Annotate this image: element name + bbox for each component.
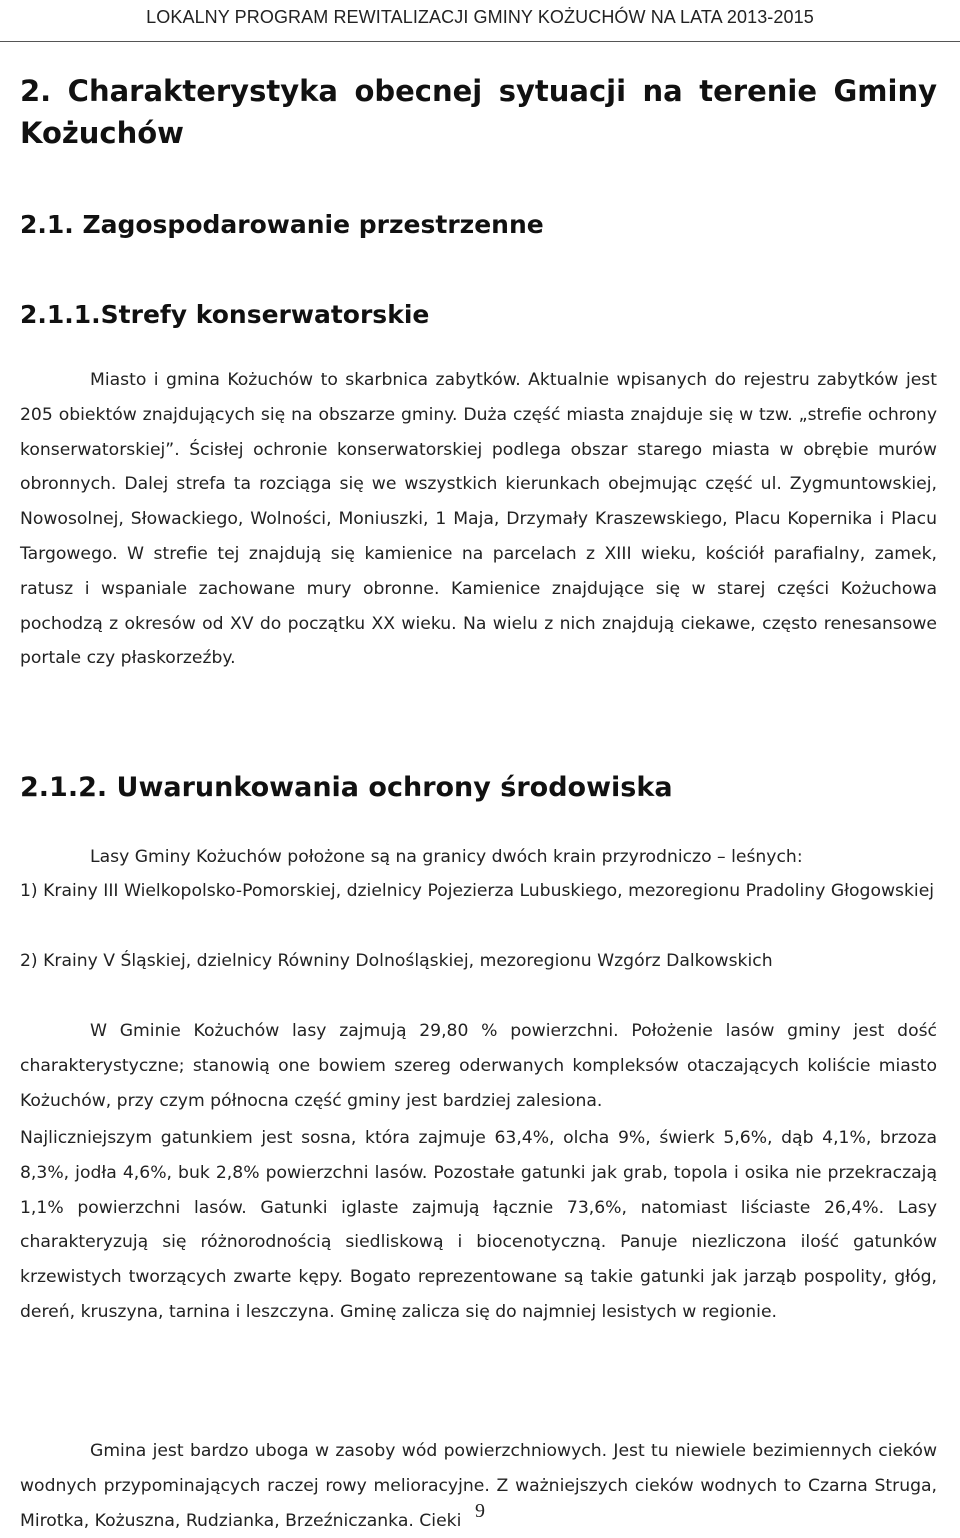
section-title: 2. Charakterystyka obecnej sytuacji na terenie Gminy Kożuchów [20, 74, 937, 150]
forest-coverage-paragraph: W Gminie Kożuchów lasy zajmują 29,80 % powierzchni. Położenie lasów gminy jest dość charakterystyczne; stanowią one bowiem szereg oderwanych kompleksów otaczających koliście miasto Kożuchów, przy czym północna część gminy jest bardziej zalesiona. [20, 1021, 937, 1111]
water-paragraph: Gmina jest bardzo uboga w zasoby wód powierzchniowych. Jest tu niewiele bezimiennych cieków wodnych przypominających raczej rowy melioracyjne. Z ważniejszych cieków wodnych to Czarna Struga, Mirotka, Kożuszna, Rudzianka, Brzeźniczanka. Cieki [20, 1441, 937, 1531]
sub2-title: 2.1.2. Uwarunkowania ochrony środowiska [20, 772, 673, 803]
sub1-title: 2.1.1.Strefy konserwatorskie [20, 300, 430, 329]
sub1-paragraph: Miasto i gmina Kożuchów to skarbnica zabytków. Aktualnie wpisanych do rejestru zabytków jest 205 obiektów znajdujących się na obszarze gminy. Duża część miasta znajduje się w tzw. „strefie ochrony konserwatorskiej”. Ścisłej ochronie konserwatorskiej podlega obszar starego miasta w obrębie murów obronnych. Dalej strefa ta rozciąga się we wszystkich kierunkach obejmując część ul. Zygmuntowskiej, Nowosolnej, Słowackiego, Wolności, Moniuszki, 1 Maja, Drzymały Kraszewskiego, Placu Kopernika i Placu Targowego. W strefie tej znajdują się kamienice na parcelach z XIII wieku, kościół parafialny, zamek, ratusz i wspaniale zachowane mury obronne. Kamienice znajdujące się w starej części Kożuchowa pochodzą z okresów od XV do początku XX wieku. Na wielu z nich znajdują ciekawe, często renesansowe portale czy płaskorzeźby. [20, 370, 937, 669]
running-header: LOKALNY PROGRAM REWITALIZACJI GMINY KOŻUCHÓW NA LATA 2013-2015 [146, 7, 814, 27]
species-paragraph: Najliczniejszym gatunkiem jest sosna, która zajmuje 63,4%, olcha 9%, świerk 5,6%, dąb 4,1%, brzoza 8,3%, jodła 4,6%, buk 2,8% powierzchni lasów. Pozostałe gatunki jak grab, topola i osika nie przekraczają 1,1% powierzchni lasów. Gatunki iglaste zajmują łącznie 73,6%, natomiast liściaste 26,4%. Lasy charakteryzują się różnorodnością siedliskową i biocenotyczną. Panuje niezliczona ilość gatunków krzewistych tworzących zwarte kępy. Bogato reprezentowane są takie gatunki jak jarząb pospolity, głóg, dereń, kruszyna, tarnina i leszczyna. Gminę zalicza się do najmniej lesistych w regionie. [20, 1128, 937, 1322]
header-divider [0, 41, 960, 42]
page-number: 9 [475, 1500, 485, 1522]
sub2-list-item-2: 2) Krainy V Śląskiej, dzielnicy Równiny Dolnośląskiej, mezoregionu Wzgórz Dalkowskich [20, 951, 773, 971]
subsection-title: 2.1. Zagospodarowanie przestrzenne [20, 210, 544, 239]
sub2-intro: Lasy Gminy Kożuchów położone są na granicy dwóch krain przyrodniczo – leśnych: [90, 847, 803, 867]
page-content [20, 70, 937, 1531]
sub2-list-item-1: 1) Krainy III Wielkopolsko-Pomorskiej, dzielnicy Pojezierza Lubuskiego, mezoregionu Pradoliny Głogowskiej [20, 881, 935, 901]
